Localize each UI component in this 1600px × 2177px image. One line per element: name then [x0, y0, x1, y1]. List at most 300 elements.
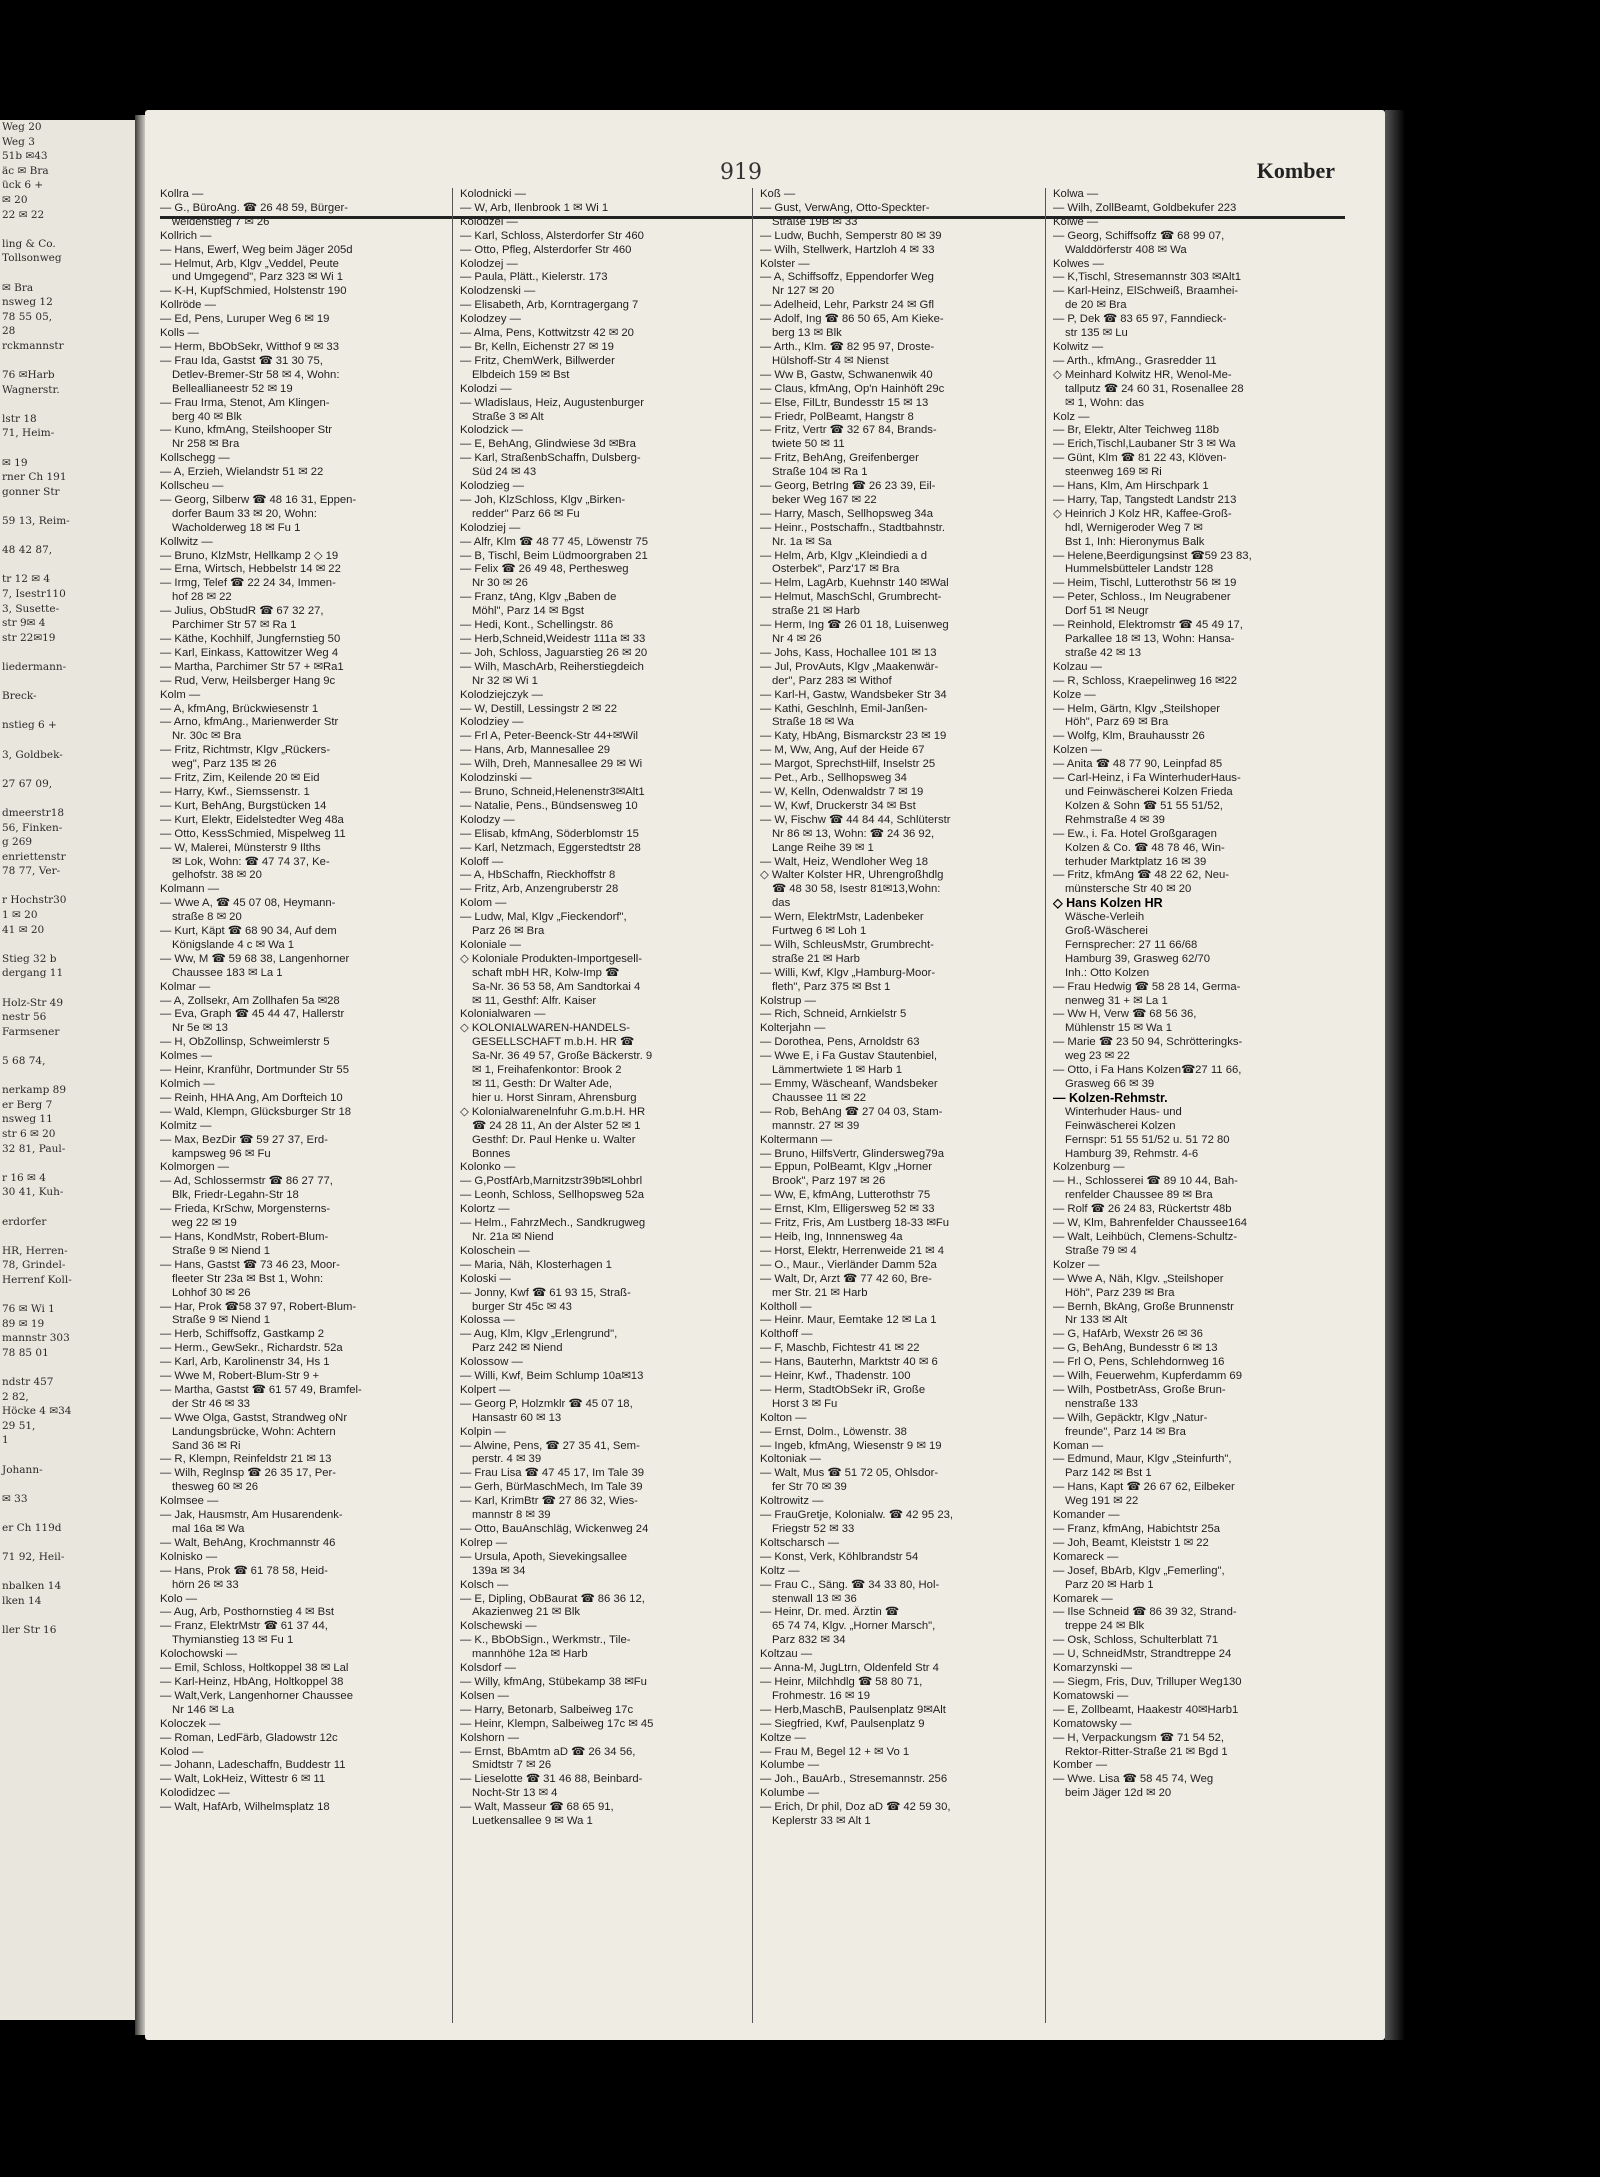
left-page-line — [0, 397, 135, 412]
directory-entry: — Georg, Schiffsoffz ☎ 68 99 07, — [1053, 229, 1225, 242]
directory-entry: — Wwe M, Robert-Blum-Str 9 + — [160, 1370, 320, 1383]
directory-entry: — Wilh, ZollBeamt, Goldbekufer 223 — [1053, 201, 1237, 214]
directory-entry: — Br, Kelln, Eichenstr 27 ✉ 19 — [460, 340, 614, 353]
surname-heading: Kolnisko — — [160, 1550, 218, 1563]
directory-entry: mal 16a ✉ Wa — [172, 1523, 245, 1535]
directory-entry: — Paula, Plätt., Kielerstr. 173 — [460, 271, 608, 284]
left-page-line: str 9✉ 4 — [2, 617, 46, 630]
left-page-line: Holz-Str 49 — [2, 996, 64, 1009]
directory-entry: — Wwe. Lisa ☎ 58 45 74, Weg — [1053, 1773, 1214, 1786]
directory-entry: — Reinhold, Elektromstr ☎ 45 49 17, — [1053, 619, 1243, 632]
directory-entry: Parchimer Str 57 ✉ Ra 1 — [172, 619, 297, 632]
directory-entry: — W, Klm, Bahrenfelder Chaussee164 — [1053, 1217, 1248, 1230]
directory-entry: — Roman, LedFärb, Gladowstr 12c — [160, 1731, 338, 1744]
directory-entry: — Wilh, Gepäcktr, Klgv „Natur- — [1053, 1411, 1208, 1424]
directory-entry: — Alma, Pens, Kottwitzstr 42 ✉ 20 — [460, 327, 634, 340]
directory-entry: — Max, BezDir ☎ 59 27 37, Erd- — [160, 1133, 328, 1146]
directory-entry: — Frau C., Säng. ☎ 34 33 80, Hol- — [760, 1578, 940, 1591]
left-page-line: tr 12 ✉ 4 — [2, 573, 51, 586]
directory-entry: — Arth., Klm. ☎ 82 95 97, Droste- — [760, 340, 935, 353]
surname-heading: Komarzynski — — [1053, 1662, 1133, 1675]
page-edge-shadow — [1385, 110, 1405, 2040]
directory-entry: — Kathi, Geschlnh, Emil-Janßen- — [760, 702, 928, 715]
directory-entry: Brook", Parz 197 ✉ 26 — [772, 1175, 886, 1188]
directory-entry: — Reinh, HHA Ang, Am Dorfteich 10 — [160, 1091, 343, 1104]
directory-entry: — Fritz, ChemWerk, Billwerder — [460, 354, 615, 367]
directory-entry: Bst 1, Inh: Hieronymus Balk — [1065, 535, 1205, 548]
directory-entry: — Bruno, KlzMstr, Hellkamp 2 ◇ 19 — [160, 549, 339, 562]
directory-entry: — W, Arb, Ilenbrook 1 ✉ Wi 1 — [460, 201, 609, 214]
directory-entry: 139a ✉ 34 — [472, 1564, 526, 1577]
directory-entry: ☎ 24 28 11, An der Alster 52 ✉ 1 — [472, 1119, 641, 1132]
left-page-line — [0, 1069, 135, 1084]
directory-entry: ✉ 1, Wohn: das — [1065, 396, 1144, 409]
directory-entry: hörn 26 ✉ 33 — [172, 1578, 239, 1591]
left-page-line: HR, Herren- — [2, 1244, 68, 1257]
directory-entry: Chaussee 11 ✉ 22 — [772, 1091, 867, 1104]
left-page-line: lstr 18 — [2, 412, 37, 425]
directory-entry: — Walt, HafArb, Wilhelmsplatz 18 — [160, 1801, 330, 1814]
directory-entry: — Otto, BauAnschläg, Wickenweg 24 — [460, 1523, 649, 1535]
directory-entry: ✉ Lok, Wohn: ☎ 47 74 37, Ke- — [172, 855, 330, 868]
directory-entry: — Hans, Gastst ☎ 73 46 23, Moor- — [160, 1258, 340, 1271]
directory-entry: — Walt, Heiz, Wendloher Weg 18 — [760, 855, 929, 868]
directory-entry: — K-H, KupfSchmied, Holstenstr 190 — [160, 285, 347, 298]
directory-entry: Luetkensallee 9 ✉ Wa 1 — [472, 1815, 593, 1828]
directory-entry: — Ad, Schlossermstr ☎ 86 27 77, — [160, 1175, 333, 1188]
directory-entry: berg 13 ✉ Blk — [772, 327, 842, 340]
directory-entry: straße 21 ✉ Harb — [772, 952, 860, 965]
directory-entry: — Walt, Masseur ☎ 68 65 91, — [460, 1801, 614, 1814]
directory-entry: — A, HbSchaffn, Rieckhoffstr 8 — [460, 869, 616, 882]
directory-entry: — Ed, Pens, Luruper Weg 6 ✉ 19 — [160, 313, 330, 326]
left-page-line: dmeerstr18 — [2, 806, 65, 819]
directory-entry: Nr 133 ✉ Alt — [1065, 1314, 1128, 1327]
surname-heading: Kolodnicki — — [460, 188, 526, 200]
directory-entry: — Natalie, Pens., Bündsensweg 10 — [460, 799, 638, 812]
directory-entry: Parz 242 ✉ Niend — [472, 1342, 563, 1355]
directory-entry: Bonnes — [472, 1147, 511, 1160]
directory-entry: — Adelheid, Lehr, Parkstr 24 ✉ Gfl — [760, 299, 934, 312]
directory-entry: — M, Ww, Ang, Auf der Heide 67 — [760, 744, 925, 757]
left-page-line — [0, 1200, 135, 1215]
directory-entry: Akazienweg 21 ✉ Blk — [472, 1606, 581, 1619]
directory-entry: das — [772, 897, 791, 910]
directory-entry: — Günt, Klm ☎ 81 22 43, Klöven- — [1053, 452, 1227, 465]
directory-entry: — Joh, Schloss, Jaguarstieg 26 ✉ 20 — [460, 646, 648, 659]
directory-entry: — Gust, VerwAng, Otto-Speckter- — [760, 201, 930, 214]
directory-entry: Horst 3 ✉ Fu — [772, 1397, 838, 1410]
left-page-line: nstieg 6 + — [2, 719, 57, 732]
directory-entry: — Anna-M, JugLtrn, Oldenfeld Str 4 — [760, 1662, 939, 1675]
surname-heading: Kolodzi — — [460, 382, 512, 395]
directory-entry: — Joh., BauArb., Stresemannstr. 256 — [760, 1773, 948, 1786]
directory-entry: Wäsche-Verleih — [1065, 911, 1145, 924]
directory-entry: und Umgegend", Parz 323 ✉ Wi 1 — [172, 271, 344, 284]
directory-entry: — Adolf, Ing ☎ 86 50 65, Am Kieke- — [760, 313, 944, 326]
surname-heading: Kolzer — — [1053, 1258, 1100, 1271]
directory-entry: — Ww, E, kfmAng, Lutterothstr 75 — [760, 1189, 931, 1202]
directory-entry: 65 74 74, Klgv. „Horner Marsch", — [772, 1620, 936, 1633]
left-page-line — [0, 558, 135, 573]
left-page-line — [0, 499, 135, 514]
directory-entry: — Willy, kfmAng, Stübekamp 38 ✉Fu — [460, 1675, 647, 1688]
directory-entry: — Karl, Schloss, Alsterdorfer Str 460 — [460, 229, 644, 242]
left-page-line — [0, 354, 135, 369]
directory-entry: der Str 46 ✉ 33 — [172, 1397, 250, 1410]
surname-heading: Kolls — — [160, 327, 199, 340]
directory-entry: — Karl, Einkass, Kattowitzer Weg 4 — [160, 646, 339, 659]
directory-entry: — Erich,Tischl,Laubaner Str 3 ✉ Wa — [1053, 438, 1236, 451]
left-page-line — [0, 675, 135, 690]
left-page-line: 29 51, — [2, 1419, 36, 1432]
directory-entry: Sa-Nr. 36 49 57, Große Bäckerstr. 9 — [472, 1050, 653, 1063]
directory-entry: Wacholderweg 18 ✉ Fu 1 — [172, 521, 301, 534]
directory-entry: — Heib, Ing, Innnensweg 4a — [760, 1230, 903, 1243]
directory-entry: Straße 3 ✉ Alt — [472, 410, 544, 423]
left-page-line: 41 ✉ 20 — [2, 923, 45, 936]
left-page-line: 22 ✉ 22 — [2, 208, 45, 221]
directory-entry: — Johann, Ladeschaffn, Buddestr 11 — [160, 1759, 346, 1772]
directory-entry: — Rud, Verw, Heilsberger Hang 9c — [160, 674, 336, 687]
directory-entry: — Felix ☎ 26 49 48, Perthesweg — [460, 563, 629, 576]
column-2 — [460, 188, 745, 1829]
left-page-line — [0, 1536, 135, 1551]
directory-entry: — Har, Prok ☎58 37 97, Robert-Blum- — [160, 1300, 357, 1313]
directory-entry: — Kurt, Elektr, Eidelstedter Weg 48a — [160, 813, 344, 826]
directory-entry: — Hans, Kapt ☎ 26 67 62, Eilbeker — [1053, 1481, 1235, 1494]
surname-heading: Komber — — [1053, 1759, 1107, 1772]
directory-entry: Rektor-Ritter-Straße 21 ✉ Bgd 1 — [1065, 1745, 1228, 1758]
surname-heading: Kolsdorf — — [460, 1662, 516, 1675]
directory-entry: burger Str 45c ✉ 43 — [472, 1300, 572, 1313]
directory-entry: terhuder Marktplatz 16 ✉ 39 — [1065, 855, 1207, 868]
directory-entry: — Wern, ElektrMstr, Ladenbeker — [760, 911, 924, 924]
surname-heading: Kolmitz — — [160, 1119, 212, 1132]
directory-entry: — Georg P, Holzmklr ☎ 45 07 18, — [460, 1397, 633, 1410]
directory-entry: Hamburg 39, Grasweg 62/70 — [1065, 952, 1211, 965]
directory-entry: — Willi, Kwf, Klgv „Hamburg-Moor- — [760, 966, 936, 979]
surname-heading: Koloczek — — [160, 1717, 221, 1730]
surname-heading: Koß — — [760, 188, 796, 200]
directory-entry: Hülshoff-Str 4 ✉ Nienst — [772, 354, 889, 367]
directory-entry: — Hans, Bauterhn, Marktstr 40 ✉ 6 — [760, 1356, 938, 1369]
directory-entry: hof 28 ✉ 22 — [172, 591, 232, 604]
directory-entry: — Fritz, Richtmstr, Klgv „Rückers- — [160, 744, 331, 757]
directory-entry: Straße 19B ✉ 33 — [772, 215, 858, 228]
directory-entry: Gesthf: Dr. Paul Henke u. Walter — [472, 1133, 636, 1146]
surname-heading: Koltz — — [760, 1564, 800, 1577]
left-page-line — [0, 529, 135, 544]
directory-entry: — K., BbObSign., Werkmstr., Tile- — [460, 1634, 631, 1647]
left-page-line: 59 13, Reim- — [2, 515, 70, 528]
directory-entry: — Else, FilLtr, Bundesstr 15 ✉ 13 — [760, 396, 929, 409]
directory-entry: Höh", Parz 69 ✉ Bra — [1065, 716, 1169, 729]
surname-heading: Kolonko — — [460, 1161, 516, 1174]
surname-heading: Kolodzieg — — [460, 480, 525, 493]
left-page-line — [0, 791, 135, 806]
directory-entry: — Frau Irma, Stenot, Am Klingen- — [160, 396, 330, 409]
directory-entry: Feinwäscherei Kolzen — [1065, 1119, 1176, 1132]
directory-entry: — Wald, Klempn, Glücksburger Str 18 — [160, 1105, 352, 1118]
surname-heading: Kolmar — — [160, 980, 211, 993]
directory-entry: weg 23 ✉ 22 — [1065, 1050, 1130, 1063]
directory-entry: — A, Erzieh, Wielandstr 51 ✉ 22 — [160, 466, 324, 479]
left-page-line: 30 41, Kuh- — [2, 1186, 64, 1199]
directory-entry: — Wolfg, Klm, Brauhausstr 26 — [1053, 730, 1205, 743]
directory-entry: — Harry, Kwf., Siemssenstr. 1 — [160, 785, 310, 798]
directory-entry: — Karl, KrimBtr ☎ 27 86 32, Wies- — [460, 1495, 638, 1508]
directory-entry: — Herm., GewSekr., Richardstr. 52a — [160, 1342, 343, 1355]
left-page-line: Höcke 4 ✉34 — [2, 1405, 72, 1418]
left-page-line: r Hochstr30 — [2, 894, 67, 907]
left-page-line: ling & Co. — [2, 237, 56, 250]
column-divider — [1045, 188, 1046, 2023]
left-page-line: ück 6 + — [2, 179, 44, 192]
surname-heading: Kolod — — [160, 1745, 204, 1758]
directory-entry: Groß-Wäscherei — [1065, 925, 1148, 938]
directory-entry: — Dorothea, Pens, Arnoldstr 63 — [760, 1036, 920, 1049]
directory-entry: Nr 86 ✉ 13, Wohn: ☎ 24 36 92, — [772, 827, 935, 840]
directory-entry: — Herm, BbObSekr, Witthof 9 ✉ 33 — [160, 340, 339, 353]
directory-entry: — A, Schiffsoffz, Eppendorfer Weg — [760, 271, 934, 284]
surname-heading: Komatowsky — — [1053, 1717, 1132, 1730]
directory-entry: — W, Destill, Lessingstr 2 ✉ 22 — [460, 702, 618, 715]
directory-entry: — Eva, Graph ☎ 45 44 47, Hallerstr — [160, 1008, 345, 1021]
surname-heading: Kolodziej — — [460, 521, 521, 534]
directory-entry: — Helm, Arb, Klgv „Kleindiedi a d — [760, 549, 928, 562]
directory-entry: Sand 36 ✉ Ri — [172, 1439, 241, 1452]
directory-entry: fer Str 70 ✉ 39 — [772, 1481, 847, 1494]
directory-entry: — Lieselotte ☎ 31 46 88, Beinbard- — [460, 1773, 643, 1786]
directory-entry: — Carl-Heinz, i Fa WinterhuderHaus- — [1053, 772, 1241, 785]
directory-entry: — R, Klempn, Reinfeldstr 21 ✉ 13 — [160, 1453, 332, 1466]
directory-entry: — Willi, Kwf, Beim Schlump 10a✉13 — [460, 1370, 644, 1383]
directory-entry: ◇ Kolonialwarenelnfuhr G.m.b.H. HR — [460, 1105, 646, 1118]
directory-entry: — Helm, Gärtn, Klgv „Steilshoper — [1053, 702, 1220, 715]
directory-entry: twiete 50 ✉ 11 — [772, 438, 845, 451]
directory-entry: Nr 32 ✉ Wi 1 — [472, 674, 538, 687]
left-page-line: 1 ✉ 20 — [2, 909, 38, 922]
directory-entry: schaft mbH HR, Kolw-Imp ☎ — [472, 966, 620, 979]
directory-entry: Chaussee 183 ✉ La 1 — [172, 966, 283, 979]
surname-heading: Kolterjahn — — [760, 1022, 826, 1035]
directory-entry: — Maria, Näh, Klosterhagen 1 — [460, 1258, 612, 1271]
directory-entry: — Helmut, Arb, Klgv „Veddel, Peute — [160, 257, 339, 270]
left-page-line: Stieg 32 b — [2, 952, 57, 965]
left-page-line: 28 — [2, 325, 16, 338]
directory-entry: — Wwe A, Näh, Klgv. „Steilshoper — [1053, 1272, 1224, 1285]
directory-entry: ☎ 48 30 58, Isestr 81✉13,Wohn: — [772, 883, 941, 896]
directory-entry: — Anita ☎ 48 77 90, Leinpfad 85 — [1053, 758, 1223, 771]
left-page-line: gonner Str — [2, 485, 60, 498]
directory-entry: straße 21 ✉ Harb — [772, 605, 860, 618]
surname-heading: Kolsen — — [460, 1689, 509, 1702]
directory-entry: — Eppun, PolBeamt, Klgv „Horner — [760, 1161, 933, 1174]
directory-entry: — K,Tischl, Stresemannstr 303 ✉Alt1 — [1053, 271, 1241, 284]
left-page-line: rner Ch 191 — [2, 471, 67, 484]
directory-entry: nenweg 31 + ✉ La 1 — [1065, 994, 1168, 1007]
directory-entry: — Fritz, Vertr ☎ 32 67 84, Brands- — [760, 424, 937, 437]
directory-entry: — Harry, Betonarb, Salbeiweg 17c — [460, 1703, 634, 1716]
directory-entry: — Franz, ElektrMstr ☎ 61 37 44, — [160, 1620, 328, 1633]
surname-heading: Kolpert — — [460, 1383, 511, 1396]
directory-entry: steenweg 169 ✉ Ri — [1065, 466, 1162, 479]
left-page-line — [0, 1039, 135, 1054]
surname-heading: Komatowski — — [1053, 1689, 1129, 1702]
directory-entry: — Herb, Schiffsoffz, Gastkamp 2 — [160, 1328, 325, 1341]
surname-heading: Kolton — — [760, 1411, 807, 1424]
surname-heading: Kolwitz — — [1053, 340, 1104, 353]
surname-heading: Kolze — — [1053, 688, 1096, 701]
directory-entry: stenwall 13 ✉ 36 — [772, 1592, 857, 1605]
surname-heading: Kollscheu — — [160, 480, 224, 493]
surname-heading: Kolumbe — — [760, 1787, 820, 1800]
directory-entry: — Karl, StraßenbSchaffn, Dulsberg- — [460, 452, 641, 465]
directory-entry: — Martha, Gastst ☎ 61 57 49, Bramfel- — [160, 1383, 362, 1396]
directory-entry: Straße 104 ✉ Ra 1 — [772, 466, 868, 479]
directory-entry: ✉ 1, Freihafenkontor: Brook 2 — [472, 1064, 622, 1077]
directory-entry: — Heinr, Kwf., Thadenstr. 100 — [760, 1370, 911, 1383]
left-page-line: er Berg 7 — [2, 1098, 53, 1111]
left-page-line: ✉ 19 — [2, 456, 28, 469]
surname-heading: Kollschegg — — [160, 452, 230, 465]
surname-heading: Kolzenburg — — [1053, 1161, 1125, 1174]
left-page-line: str 22✉19 — [2, 631, 56, 644]
directory-entry: — Ww, M ☎ 59 68 38, Langenhorner — [160, 952, 350, 965]
surname-heading: Kolm — — [160, 688, 201, 701]
directory-entry: — G, BehAng, Bundesstr 6 ✉ 13 — [1053, 1342, 1218, 1355]
directory-entry: — Karl, Arb, Karolinenstr 34, Hs 1 — [160, 1356, 330, 1369]
surname-heading: Kolmes — — [160, 1050, 213, 1063]
directory-entry: Nr 127 ✉ 20 — [772, 285, 835, 298]
left-page-line — [0, 704, 135, 719]
surname-heading: Kolodzinski — — [460, 772, 532, 785]
surname-heading: Kolodziey — — [460, 716, 524, 729]
surname-heading: Koltze — — [760, 1731, 806, 1744]
directory-entry: Nr 30 ✉ 26 — [472, 577, 528, 590]
left-page-line: er Ch 119d — [2, 1522, 62, 1534]
directory-entry: Höh", Parz 239 ✉ Bra — [1065, 1286, 1175, 1299]
directory-entry: — H., Schlosserei ☎ 89 10 44, Bah- — [1053, 1175, 1238, 1188]
directory-entry: — Ernst, BbAmtm aD ☎ 26 34 56, — [460, 1745, 636, 1758]
left-page-line: 76 ✉ Wi 1 — [2, 1303, 55, 1316]
directory-entry: — Pet., Arb., Sellhopsweg 34 — [760, 772, 907, 785]
surname-heading: Kolstrup — — [760, 994, 816, 1007]
directory-entry: — Karl-Heinz, ElSchweiß, Braamhei- — [1053, 285, 1239, 298]
directory-entry: ✉ 11, Gesthf: Alfr. Kaiser — [472, 994, 597, 1007]
left-page-line: dergang 11 — [2, 967, 64, 980]
left-page-line: liedermann- — [2, 660, 67, 673]
directory-entry: — Ernst, Dolm., Löwenstr. 38 — [760, 1425, 907, 1438]
directory-entry: Kolzen & Sohn ☎ 51 55 51/52, — [1065, 799, 1223, 812]
left-page-line: 32 81, Paul- — [2, 1142, 66, 1155]
directory-entry: — Heinr., Postschaffn., Stadtbahnstr. — [760, 521, 946, 534]
left-page-line: enriettenstr — [2, 850, 66, 863]
left-page-line — [0, 1477, 135, 1492]
directory-entry: — A, Zollsekr, Am Zollhafen 5a ✉28 — [160, 994, 340, 1007]
directory-entry: — Konst, Verk, Köhlbrandstr 54 — [760, 1550, 919, 1563]
surname-heading: Kolzen — — [1053, 744, 1102, 757]
left-page-line: Herrenf Koll- — [2, 1273, 72, 1286]
directory-entry: — E, Zollbeamt, Haakestr 40✉Harb1 — [1053, 1703, 1239, 1716]
directory-entry: Parz 20 ✉ Harb 1 — [1065, 1578, 1154, 1591]
page-number: 919 — [720, 160, 762, 185]
directory-entry: — Ingeb, kfmAng, Wiesenstr 9 ✉ 19 — [760, 1439, 942, 1452]
directory-entry: Blk, Friedr-Legahn-Str 18 — [172, 1189, 299, 1202]
surname-heading: Kolz — — [1053, 410, 1090, 423]
directory-entry: Nr. 21a ✉ Niend — [472, 1230, 554, 1243]
left-page-line — [0, 1156, 135, 1171]
column-divider — [752, 188, 753, 2023]
directory-entry: thesweg 60 ✉ 26 — [172, 1481, 259, 1494]
left-page-line: Weg 20 — [2, 121, 42, 133]
directory-entry: — Kolzen-Rehmstr. — [1053, 1091, 1168, 1105]
directory-entry: — Franz, tAng, Klgv „Baben de — [460, 591, 617, 604]
left-page-line: nsweg 11 — [2, 1113, 53, 1126]
directory-entry: — Walt, BehAng, Krochmannstr 46 — [160, 1536, 336, 1549]
directory-entry: — F, Maschb, Fichtestr 41 ✉ 22 — [760, 1342, 920, 1355]
directory-entry: mannstr. 27 ✉ 39 — [772, 1119, 860, 1132]
surname-heading: Kolochowski — — [160, 1648, 238, 1661]
directory-entry: — Wwe A, ☎ 45 07 08, Heymann- — [160, 897, 336, 910]
left-page-line: 71 92, Heil- — [2, 1551, 65, 1564]
directory-entry: Hummelsbütteler Landstr 128 — [1065, 563, 1214, 576]
directory-entry: Weg 191 ✉ 22 — [1065, 1495, 1139, 1508]
surname-heading: Kolmich — — [160, 1078, 215, 1090]
column-4 — [1053, 188, 1343, 1801]
directory-entry: — Hans, Ewerf, Weg beim Jäger 205d — [160, 243, 353, 256]
surname-heading: Kolwa — — [1053, 188, 1099, 200]
directory-entry: — Jul, ProvAuts, Klgv „Maakenwär- — [760, 660, 939, 673]
directory-entry: — Ww B, Gastw, Schwanenwik 40 — [760, 368, 933, 381]
directory-entry: straße 8 ✉ 20 — [172, 911, 242, 924]
surname-heading: Kolonialwaren — — [460, 1008, 546, 1021]
directory-entry: Fernsprecher: 27 11 66/68 — [1065, 938, 1198, 951]
left-page-line: ndstr 457 — [2, 1376, 54, 1389]
directory-entry: — Johs, Kass, Hochallee 101 ✉ 13 — [760, 646, 937, 659]
directory-entry: — Ludw, Mal, Klgv „Fieckendorf", — [460, 911, 627, 924]
surname-heading: Kolodzej — — [460, 257, 518, 270]
directory-entry: Nr. 30c ✉ Bra — [172, 730, 242, 743]
left-page-line: äc ✉ Bra — [2, 164, 49, 177]
directory-entry: Frohmestr. 16 ✉ 19 — [772, 1689, 870, 1702]
directory-entry: Walddörferstr 408 ✉ Wa — [1065, 243, 1187, 256]
directory-entry: — Georg, BetrIng ☎ 26 23 39, Eil- — [760, 480, 936, 493]
left-page-line — [0, 1288, 135, 1303]
page-header — [145, 148, 1385, 188]
left-page-line — [0, 222, 135, 237]
directory-entry: Parz 26 ✉ Bra — [472, 925, 545, 938]
surname-heading: Kolodzick — — [460, 424, 523, 437]
directory-entry: Inh.: Otto Kolzen — [1065, 966, 1150, 979]
left-page-line: ✉ 33 — [2, 1492, 28, 1505]
directory-entry: — Elisab, kfmAng, Söderblomstr 15 — [460, 827, 639, 840]
directory-entry: Lohhof 30 ✉ 26 — [172, 1286, 251, 1299]
surname-heading: Koltoniak — — [760, 1453, 821, 1466]
left-page-line: Weg 3 — [2, 135, 35, 148]
surname-heading: Kolodzy — — [460, 813, 515, 826]
surname-heading: Kolossa — — [460, 1314, 515, 1327]
directory-entry: GESELLSCHAFT m.b.H. HR ☎ — [472, 1036, 635, 1049]
directory-entry: — Margot, SprechstHilf, Inselstr 25 — [760, 758, 936, 771]
directory-entry: — Bruno, HilfsVertr, Glindersweg79a — [760, 1147, 944, 1160]
left-page-line: 89 ✉ 19 — [2, 1317, 45, 1330]
directory-entry: Parkallee 18 ✉ 13, Wohn: Hansa- — [1065, 633, 1235, 645]
directory-entry: — Wilh, Dreh, Mannesallee 29 ✉ Wi — [460, 758, 643, 771]
directory-entry: — A, kfmAng, Brückwiesenstr 1 — [160, 702, 319, 715]
left-page-line: ✉ 20 — [2, 193, 28, 206]
